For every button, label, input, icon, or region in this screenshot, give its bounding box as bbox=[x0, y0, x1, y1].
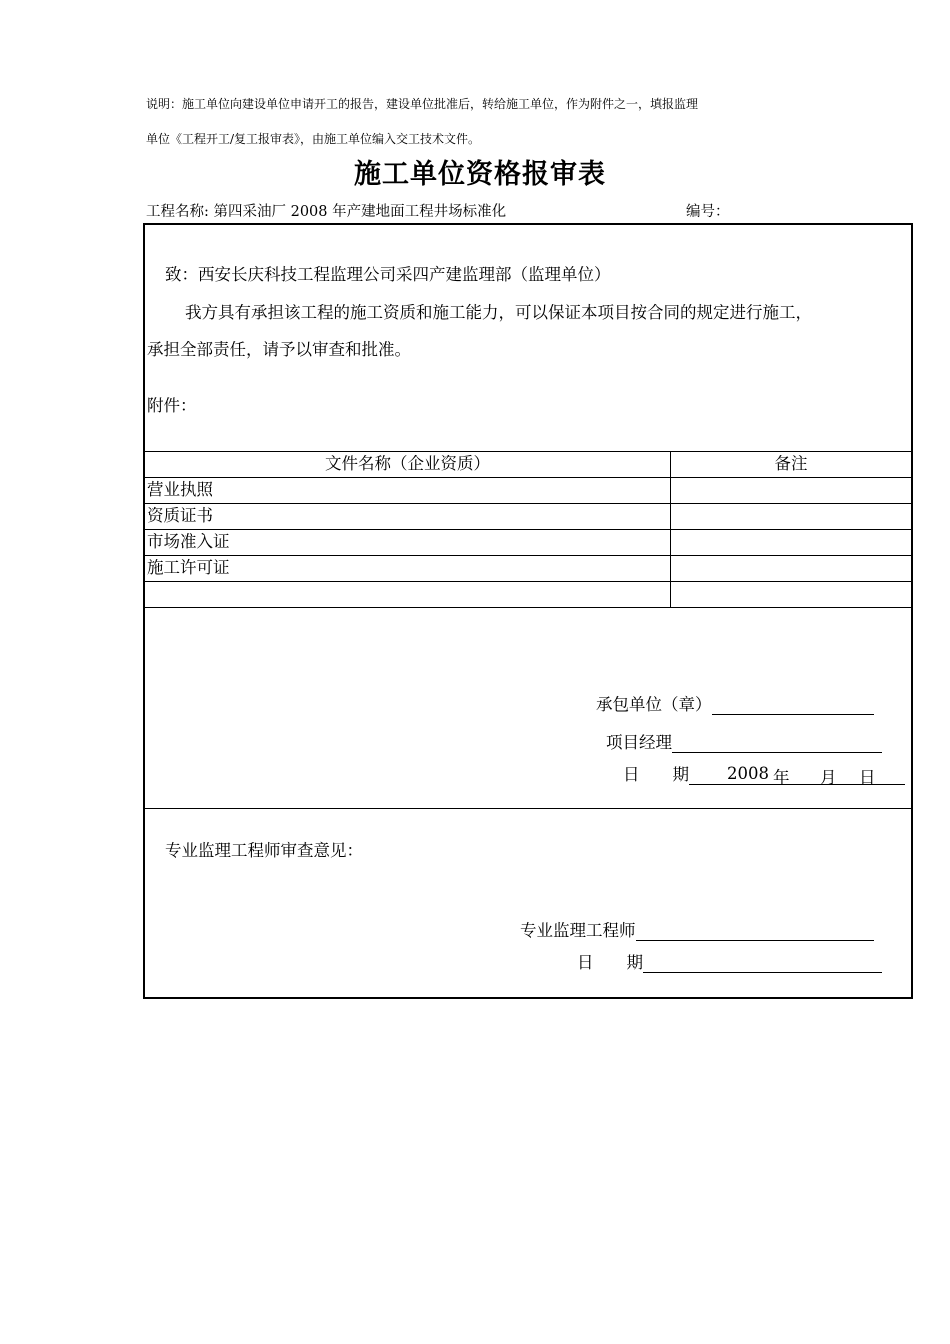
contractor-date-label: 日 期 bbox=[623, 765, 689, 784]
letter-recipient: 致：西安长庆科技工程监理公司采四产建监理部（监理单位） bbox=[165, 265, 611, 284]
letter-body-line1: 我方具有承担该工程的施工资质和施工能力，可以保证本项目按合同的规定进行施工， bbox=[185, 303, 812, 322]
supervisor-signature-line bbox=[636, 922, 874, 941]
supervisor-opinion-label: 专业监理工程师审查意见： bbox=[165, 841, 363, 860]
supervisor-date bbox=[577, 949, 882, 973]
contractor-unit-text: 承包单位（章） bbox=[596, 695, 712, 714]
date-year: 2008 bbox=[727, 764, 769, 783]
page-title: 施工单位资格报审表 bbox=[354, 159, 606, 190]
table-line bbox=[145, 555, 911, 556]
document-code-label: 编号： bbox=[686, 204, 730, 220]
table-line bbox=[145, 581, 911, 582]
table-row-name: 资质证书 bbox=[147, 506, 213, 525]
date-day-unit: 日 bbox=[859, 768, 876, 787]
table-line bbox=[145, 503, 911, 504]
project-manager-label bbox=[606, 729, 882, 753]
date-year-unit: 年 bbox=[773, 768, 790, 787]
contractor-date-line bbox=[689, 764, 905, 785]
letter-body-line2: 承担全部责任，请予以审查和批准。 bbox=[147, 340, 411, 359]
supervisor-engineer-text: 专业监理工程师 bbox=[520, 921, 636, 940]
supervisor-engineer-label bbox=[520, 917, 874, 941]
supervisor-date-line bbox=[643, 954, 882, 973]
table-line bbox=[145, 529, 911, 530]
table-header-remark: 备注 bbox=[774, 454, 808, 473]
instruction-note-line2: 单位《工程开工/复工报审表》，由施工单位编入交工技术文件。 bbox=[146, 132, 481, 146]
table-header-filename: 文件名称（企业资质） bbox=[325, 454, 490, 473]
supervisor-date-label: 日 期 bbox=[577, 953, 643, 972]
table-row-name: 市场准入证 bbox=[147, 532, 230, 551]
contractor-unit-label bbox=[596, 691, 874, 715]
section-divider bbox=[145, 808, 911, 809]
contractor-date bbox=[623, 761, 905, 785]
table-line bbox=[145, 607, 911, 608]
instruction-note-line1: 说明：施工单位向建设单位申请开工的报告，建设单位批准后，转给施工单位，作为附件之一，填报监理 bbox=[146, 97, 699, 111]
project-manager-signature-line bbox=[672, 734, 882, 753]
contractor-unit-signature-line bbox=[712, 696, 874, 715]
table-row-name: 施工许可证 bbox=[147, 558, 230, 577]
project-name: 工程名称: 第四采油厂 2008 年产建地面工程井场标准化 bbox=[146, 204, 507, 220]
table-line bbox=[145, 477, 911, 478]
attachment-label: 附件： bbox=[147, 396, 197, 415]
form-frame bbox=[143, 223, 913, 999]
table-row-name: 营业执照 bbox=[147, 480, 213, 499]
date-month-unit: 月 bbox=[820, 768, 837, 787]
project-manager-text: 项目经理 bbox=[606, 733, 672, 752]
